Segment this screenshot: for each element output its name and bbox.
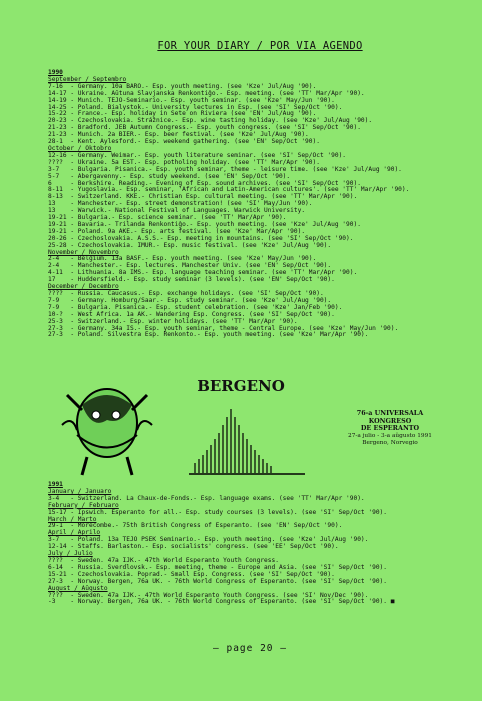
- event-entry: 3-7 - Bulgaria. Pisanica.- Esp. youth seminar, theme - leisure time. (see 'Kze' Jul/Aug '90).: [48, 165, 402, 173]
- esperanto-cartoon-illustration: [52, 375, 162, 477]
- event-entry: 4-11 - Lithuania. 8a IMS.- Esp. language teaching seminar. (see 'TT' Mar/Apr '90).: [48, 269, 358, 277]
- event-entry: 5-7 - Abergavenny.- Esp. study weekend. (see 'EN' Sep/Oct '90).: [48, 172, 291, 180]
- event-entry: 3-7 - Poland. 13a TEJO PSEK Seminario.- Esp. youth meeting. (see 'Kze' Jul/Aug '90).: [48, 536, 369, 544]
- event-entry: 29-1 - Morecombe.- 75th British Congress of Esperanto. (see 'EN' Sep/Oct '90).: [48, 522, 343, 530]
- event-entry: ???? - Ukraine. 5a EST.- Esp. potholing holiday. (see 'TT' Mar/Apr '90).: [48, 158, 320, 166]
- event-entry: 7-9 - Bulgaria. Pisanica.- Esp. student celebration. (see 'Kze' Jan/Feb '90).: [48, 303, 343, 311]
- bergeno-mountain-logo: [185, 403, 310, 478]
- bergeno-title: BERGENO: [197, 377, 285, 395]
- event-entry: 19-21 - Bavaria.- Trilanda Renkontiĝo.- Esp. youth meeting. (see 'Kze' Jul/Aug '90).: [48, 220, 361, 228]
- month-heading: September / Septembro: [48, 75, 127, 83]
- event-entry: ???? - Russia. Caucasus.- Esp. exchange holidays. (see 'SI' Sep/Oct '90).: [48, 290, 324, 297]
- event-entry: 8-13 - Switzerland. KKE.- Christian Esp. cultural meeting. (see 'TT' Mar/Apr '90).: [48, 193, 358, 201]
- event-entry: 7-9 - Germany. Homburg/Saar.- Esp. study seminar. (see 'Kze' Jul/Aug '90).: [48, 296, 332, 304]
- month-heading: November / Novembro: [48, 248, 119, 256]
- month-heading: December / Decembro: [48, 283, 119, 291]
- event-entry: 6 - Berkshire. Reading.- Evening of Esp. sound archives. (see 'SI' Sep/Oct '90).: [48, 179, 361, 187]
- event-entry: 20-26 - Czechoslovakia. A.S.S.- Esp. meeting in mountains. (see 'SI' Sep/Oct '90).: [48, 234, 354, 242]
- event-entry: 15-21 - Czechoslovakia. Poprad.- Small Esp. Congress. (see 'SI' Sep/Oct '90).: [48, 570, 335, 578]
- event-entry: 17 - Huddersfield.- Esp. study seminar (3 levels). (see 'EN' Sep/Oct '90).: [48, 276, 335, 284]
- year-heading: 1991: [48, 481, 63, 488]
- month-heading: August / Aŭgusto: [48, 584, 108, 592]
- event-entry: 20-23 - Czechoslovakia. Strážnice.- Esp. wine tasting holiday. (see 'Kze' Jul/Aug '90).: [48, 117, 373, 125]
- month-heading: April / Aprilo: [48, 529, 101, 537]
- congress-date: 27-a julio - 3-a aŭgusto 1991: [348, 432, 432, 439]
- event-entry: 27-3 - Poland. Silvestra Esp. Renkonto.- Esp. youth meeting. (see 'Kze' Mar/Apr '90).: [48, 331, 369, 339]
- event-entry: 2-4 - Belgium. 13a BASF.- Esp. youth meeting. (see 'Kze' May/Jun '90).: [48, 255, 317, 263]
- event-entry: 13 - Warwick.- National Festival of Languages. Warwick University.: [48, 207, 306, 215]
- event-entry: 25-28 - Czechoslovakia. IMUR.- Esp. music festival. (see 'Kze' Jul/Aug '90).: [48, 241, 332, 249]
- bergeno-congress-info: [330, 410, 450, 448]
- congress-place: Bergeno, Norvegio: [362, 440, 418, 447]
- event-entry: 7-16 - Germany. 10a BARO.- Esp. youth meeting. (see 'Kze' Jul/Aug '90).: [48, 82, 317, 90]
- event-entry: 15-22 - France.- Esp. holiday in Sete on Riviera (see 'EN' Jul/Aug '90).: [48, 110, 317, 118]
- event-entry: 14-19 - Munich. TEJO-Seminario.- Esp. youth seminar. (see 'Kze' May/Jun '90).: [48, 96, 335, 104]
- month-heading: January / Januaro: [48, 487, 112, 495]
- event-entry: 2-4 - Manchester.- Esp. lectures. Manchester Univ. (see 'EN' Sep/Oct '90).: [48, 262, 332, 270]
- event-entry: 14-25 - Poland. Bialystok.- University lectures in Esp. (see 'SI' Sep/Oct '90).: [48, 103, 343, 111]
- congress-line-1: 76-a UNIVERSALA: [356, 409, 424, 417]
- event-entry: 13 - Manchester.- Esp. street demonstration! (see 'SI' May/Jun '90).: [48, 200, 313, 208]
- event-entry: 19-21 - Bulgaria.- Esp. science seminar. (see 'TT' Mar/Apr '90).: [48, 214, 287, 222]
- event-entry: -3 - Norway. Bergen, 76a UK. - 76th World Congress of Esperanto. (see 'SI' Sep/Oct '90). ■: [48, 598, 395, 606]
- event-entry: 27-3 - Norway. Bergen, 76a UK. - 76th World Congress of Esperanto. (see 'SI' Sep/Oct '90).: [48, 577, 387, 585]
- event-entry: ???? - Sweden. 47a IJK.- 47th World Esperanto Youth Congress.: [48, 556, 279, 564]
- diary-1990: [48, 70, 468, 339]
- page-header: FOR YOUR DIARY / POR VIA AGENDO: [157, 40, 363, 52]
- event-entry: 15-17 - Ipswich. Esperanto for all.- Esp. study courses (3 levels). (see 'SI' Sep/Oct '90).: [48, 508, 387, 516]
- event-entry: 14-17 - Ukraine. Aŭtuna Slavjanska Renkontiĝo.- Esp. meeting. (see 'TT' Mar/Apr '90).: [48, 89, 365, 97]
- month-heading: October / Oktobro: [48, 144, 112, 152]
- event-entry: 21-23 - Munich. 2a BIER.- Esp. beer festival. (see 'Kze' Jul/Aug '90).: [48, 131, 309, 139]
- congress-line-3: DE ESPERANTO: [360, 424, 420, 433]
- event-entry: 12-16 - Germany. Weimar.- Esp. youth literature seminar. (see 'SI' Sep/Oct '90).: [48, 151, 347, 159]
- month-heading: February / Februaro: [48, 501, 119, 509]
- event-entry: 21-23 - Bradford. JEB Autumn Congress.- Esp. youth congress. (see 'SI' Sep/Oct '90).: [48, 124, 361, 132]
- event-entry: 19-21 - Poland. 9a AKE.- Esp. arts festival. (see 'Kze' Mar/Apr '90).: [48, 227, 306, 235]
- month-heading: July / Julio: [48, 550, 93, 558]
- event-entry: 10-? - West Africa. 1a AK.- Wandering Esp. Congress. (see 'SI' Sep/Oct '90).: [48, 310, 335, 318]
- event-entry: 6-14 - Russia. Sverdlovsk.- Esp. meeting, theme - Europe and Asia. (see 'SI' Sep/Oct '90).: [48, 563, 387, 571]
- event-entry: ???? - Sweden. 47a IJK.- 47th World Esperanto Youth Congress. (see 'SI' Nov/Dec '90).: [48, 591, 369, 599]
- event-entry: 12-14 - Staffs. Barlaston.- Esp. socialists' congress. (see 'EE' Sep/Oct '90).: [48, 543, 339, 551]
- month-heading: March / Marto: [48, 515, 97, 523]
- diary-1991: [48, 482, 468, 606]
- page-number: — page 20 —: [213, 643, 287, 654]
- congress-line-2: KONGRESO: [368, 416, 412, 425]
- event-entry: 25-3 - Switzerland.- Esp. winter holidays. (see 'TT' Mar/Apr '90).: [48, 317, 298, 325]
- event-entry: 27-3 - Germany. 34a IS.- Esp. youth seminar, theme - Central Europe. (see 'Kze' May/Jun '90).: [48, 324, 399, 332]
- year-heading: 1990: [48, 69, 63, 76]
- event-entry: 28-1 - Kent. Aylesford.- Esp. weekend gathering. (see 'EN' Sep/Oct '90).: [48, 138, 320, 146]
- event-entry: 3-4 - Switzerland. La Chaux-de-Fonds.- Esp. language exams. (see 'TT' Mar/Apr '90).: [48, 494, 365, 502]
- event-entry: 8-11 - Yugoslavia.- Esp. seminar, 'African and Latin-American cultures'. (see 'TT' Mar/Apr '90).: [48, 186, 410, 194]
